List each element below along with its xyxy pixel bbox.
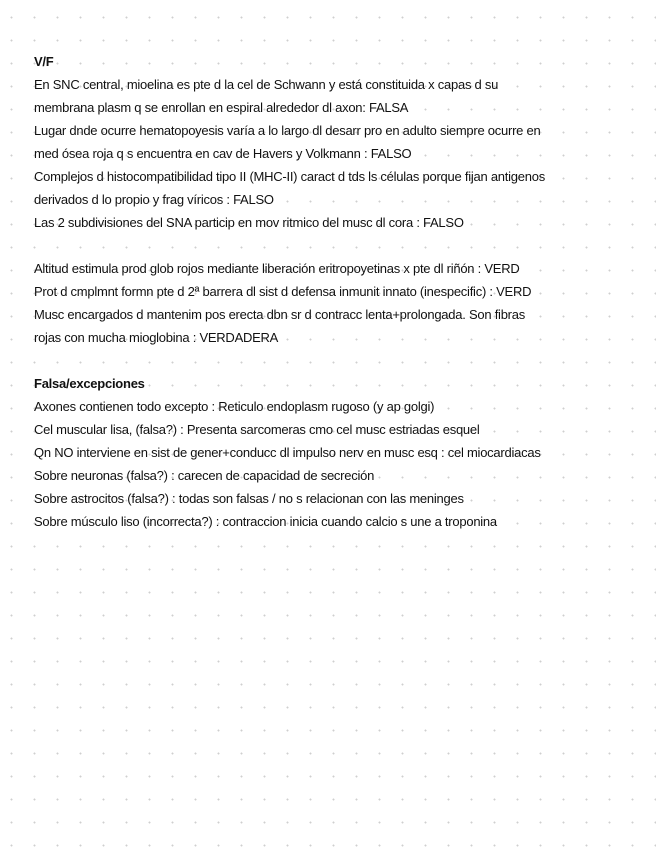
section-heading-falsa: Falsa/excepciones [34, 376, 145, 391]
note-line: Cel muscular lisa, (falsa?) : Presenta sarcomeras cmo cel musc estriadas esquel [34, 422, 480, 437]
note-line: Complejos d histocompatibilidad tipo II (MHC-II) caract d tds ls células porque fijan antigenos [34, 169, 545, 184]
note-line: Qn NO interviene en sist de gener+conducc dl impulso nerv en musc esq : cel miocardiacas [34, 445, 541, 460]
note-line: Sobre astrocitos (falsa?) : todas son falsas / no s relacionan con las meninges [34, 491, 464, 506]
note-line: Lugar dnde ocurre hematopoyesis varía a lo largo dl desarr pro en adulto siempre ocurre en [34, 123, 541, 138]
note-line: En SNC central, mioelina es pte d la cel de Schwann y está constituida x capas d su [34, 77, 499, 92]
note-line: Altitud estimula prod glob rojos mediante liberación eritropoyetinas x pte dl riñón : VERD [34, 261, 520, 276]
note-line: membrana plasm q se enrollan en espiral alrededor dl axon: FALSA [34, 100, 409, 115]
blank-line [34, 349, 634, 372]
section-heading-vf: V/F [34, 54, 54, 69]
note-line: Sobre músculo liso (incorrecta?) : contraccion inicia cuando calcio s une a troponina [34, 514, 497, 529]
note-line: med ósea roja q s encuentra en cav de Havers y Volkmann : FALSO [34, 146, 412, 161]
note-content [34, 50, 634, 533]
note-line: rojas con mucha mioglobina : VERDADERA [34, 330, 279, 345]
note-line: Las 2 subdivisiones del SNA particip en mov ritmico del musc dl cora : FALSO [34, 215, 464, 230]
note-line: derivados d lo propio y frag víricos : FALSO [34, 192, 274, 207]
note-line: Musc encargados d mantenim pos erecta dbn sr d contracc lenta+prolongada. Son fibras [34, 307, 525, 322]
blank-line [34, 234, 634, 257]
note-line: Axones contienen todo excepto : Reticulo endoplasm rugoso (y ap golgi) [34, 399, 435, 414]
note-line: Sobre neuronas (falsa?) : carecen de capacidad de secreción [34, 468, 375, 483]
note-line: Prot d cmplmnt formn pte d 2ª barrera dl sist d defensa inmunit innato (inespecific) : VERD [34, 284, 532, 299]
